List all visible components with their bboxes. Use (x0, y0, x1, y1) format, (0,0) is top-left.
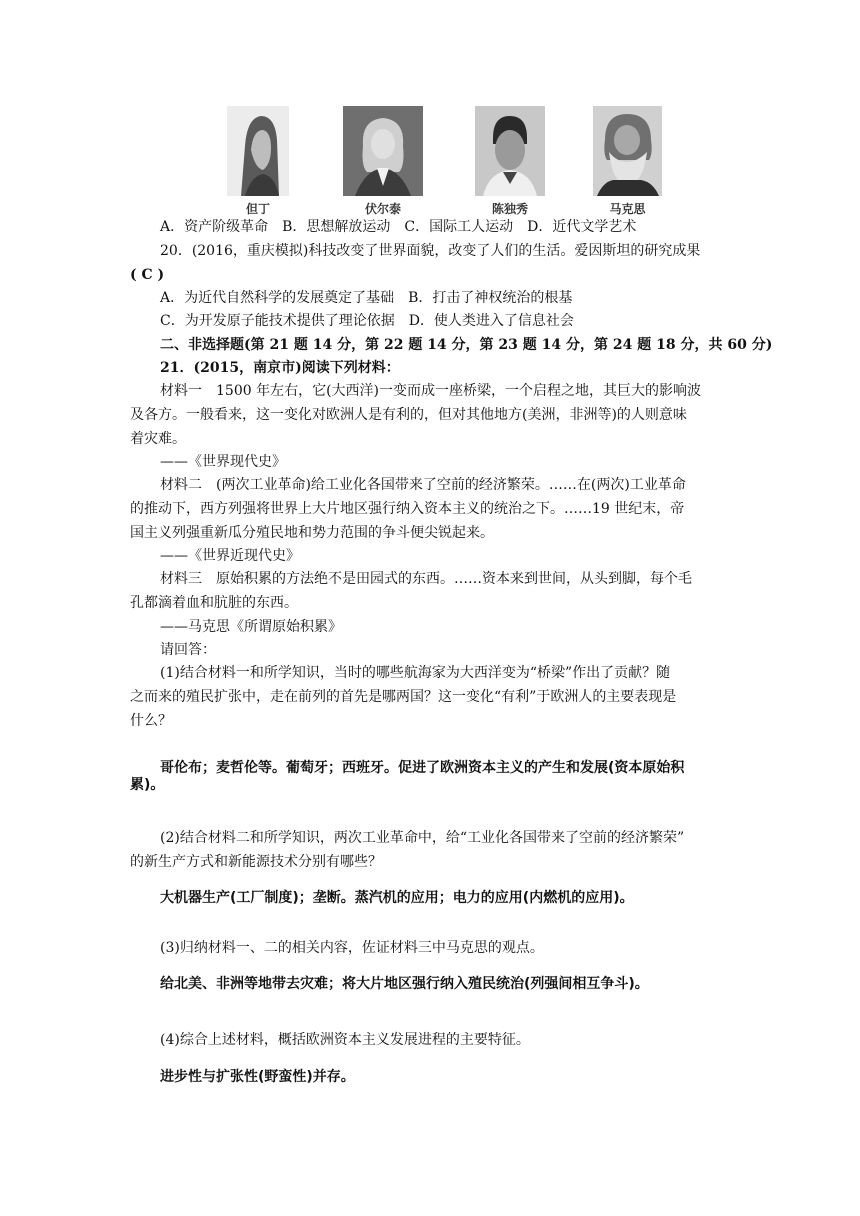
portrait-dante (227, 106, 289, 216)
material-1-line-3: 着灾难。 (130, 431, 186, 447)
marx-image (593, 106, 662, 196)
material-1-source: ——《世界现代史》 (160, 454, 286, 470)
material-2-line-3: 国主义列强重新瓜分殖民地和势力范围的争斗便尖锐起来。 (130, 525, 494, 541)
portrait-voltaire (343, 106, 423, 216)
q20-answer: ( C ) (130, 267, 165, 283)
q20-stem: 20．(2016，重庆模拟)科技改变了世界面貌，改变了人们的生活。爱因斯坦的研究成果 (160, 243, 701, 259)
chen-duxiu-image (475, 106, 545, 196)
answer-1-line-1: 哥伦布；麦哲伦等。葡萄牙；西班牙。促进了欧洲资本主义的产生和发展(资本原始积 (160, 760, 685, 776)
voltaire-image (343, 106, 423, 196)
material-3-source: ——马克思《所谓原始积累》 (160, 619, 342, 635)
question-3: (3)归纳材料一、二的相关内容，佐证材料三中马克思的观点。 (160, 940, 544, 956)
answer-3: 给北美、非洲等地带去灾难；将大片地区强行纳入殖民统治(列强间相互争斗)。 (160, 976, 649, 992)
dante-image (227, 106, 289, 196)
portrait-marx (593, 106, 662, 216)
q20-options-1: A．为近代自然科学的发展奠定了基础 B．打击了神权统治的根基 (160, 290, 573, 306)
material-1-line-1: 材料一 1500 年左右，它(大西洋)一变而成一座桥梁，一个启程之地，其巨大的影响波 (160, 383, 702, 399)
answer-1-continuation: 累)。 (130, 777, 165, 793)
portrait-chen-duxiu (475, 106, 545, 216)
question-1-line-3: 什么？ (130, 713, 172, 729)
portrait-caption: 但丁 (245, 202, 270, 216)
answer-4: 进步性与扩张性(野蛮性)并存。 (160, 1069, 355, 1085)
material-2-source: ——《世界近现代史》 (160, 548, 300, 564)
answer-2: 大机器生产(工厂制度)；垄断。蒸汽机的应用；电力的应用(内燃机的应用)。 (160, 890, 634, 906)
question-1-line-2: 之而来的殖民扩张中，走在前列的首先是哪两国？这一变化“有利”于欧洲人的主要表现是 (130, 689, 677, 705)
question-4: (4)综合上述材料，概括欧洲资本主义发展进程的主要特征。 (160, 1032, 530, 1048)
portrait-caption: 陈独秀 (491, 202, 528, 216)
material-2-line-1: 材料二 (两次工业革命)给工业化各国带来了空前的经济繁荣。……在(两次)工业革命 (160, 477, 686, 493)
question-2-line-1: (2)结合材料二和所学知识，两次工业革命中，给“工业化各国带来了空前的经济繁荣” (160, 830, 685, 846)
portrait-caption: 伏尔泰 (364, 202, 401, 216)
material-3-line-1: 材料三 原始积累的方法绝不是田园式的东西。……资本来到世间，从头到脚，每个毛 (160, 571, 692, 587)
section-heading: 二、非选择题(第 21 题 14 分，第 22 题 14 分，第 23 题 14 分，第 24 题 18 分，共 60 分) (160, 337, 773, 353)
portrait-row (0, 106, 860, 216)
question-2-line-2: 的新生产方式和新能源技术分别有哪些？ (130, 854, 382, 870)
question-1-line-1: (1)结合材料一和所学知识，当时的哪些航海家为大西洋变为“桥梁”作出了贡献？随 (160, 665, 671, 681)
material-1-line-2: 及各方。一般看来，这一变化对欧洲人是有利的，但对其他地方(美洲，非洲等)的人则意味 (130, 407, 687, 423)
q19-options: A．资产阶级革命 B．思想解放运动 C．国际工人运动 D．近代文学艺术 (160, 219, 637, 235)
q21-stem: 21．(2015，南京市)阅读下列材料： (160, 360, 400, 376)
portrait-caption: 马克思 (609, 202, 646, 216)
material-3-line-2: 孔都滴着血和肮脏的东西。 (130, 595, 298, 611)
q20-options-2: C．为开发原子能技术提供了理论依据 D．使人类进入了信息社会 (160, 313, 574, 329)
material-2-line-2: 的推动下，西方列强将世界上大片地区强行纳入资本主义的统治之下。……19 世纪末，帝 (130, 501, 685, 517)
prompt-label: 请回答： (160, 642, 216, 658)
